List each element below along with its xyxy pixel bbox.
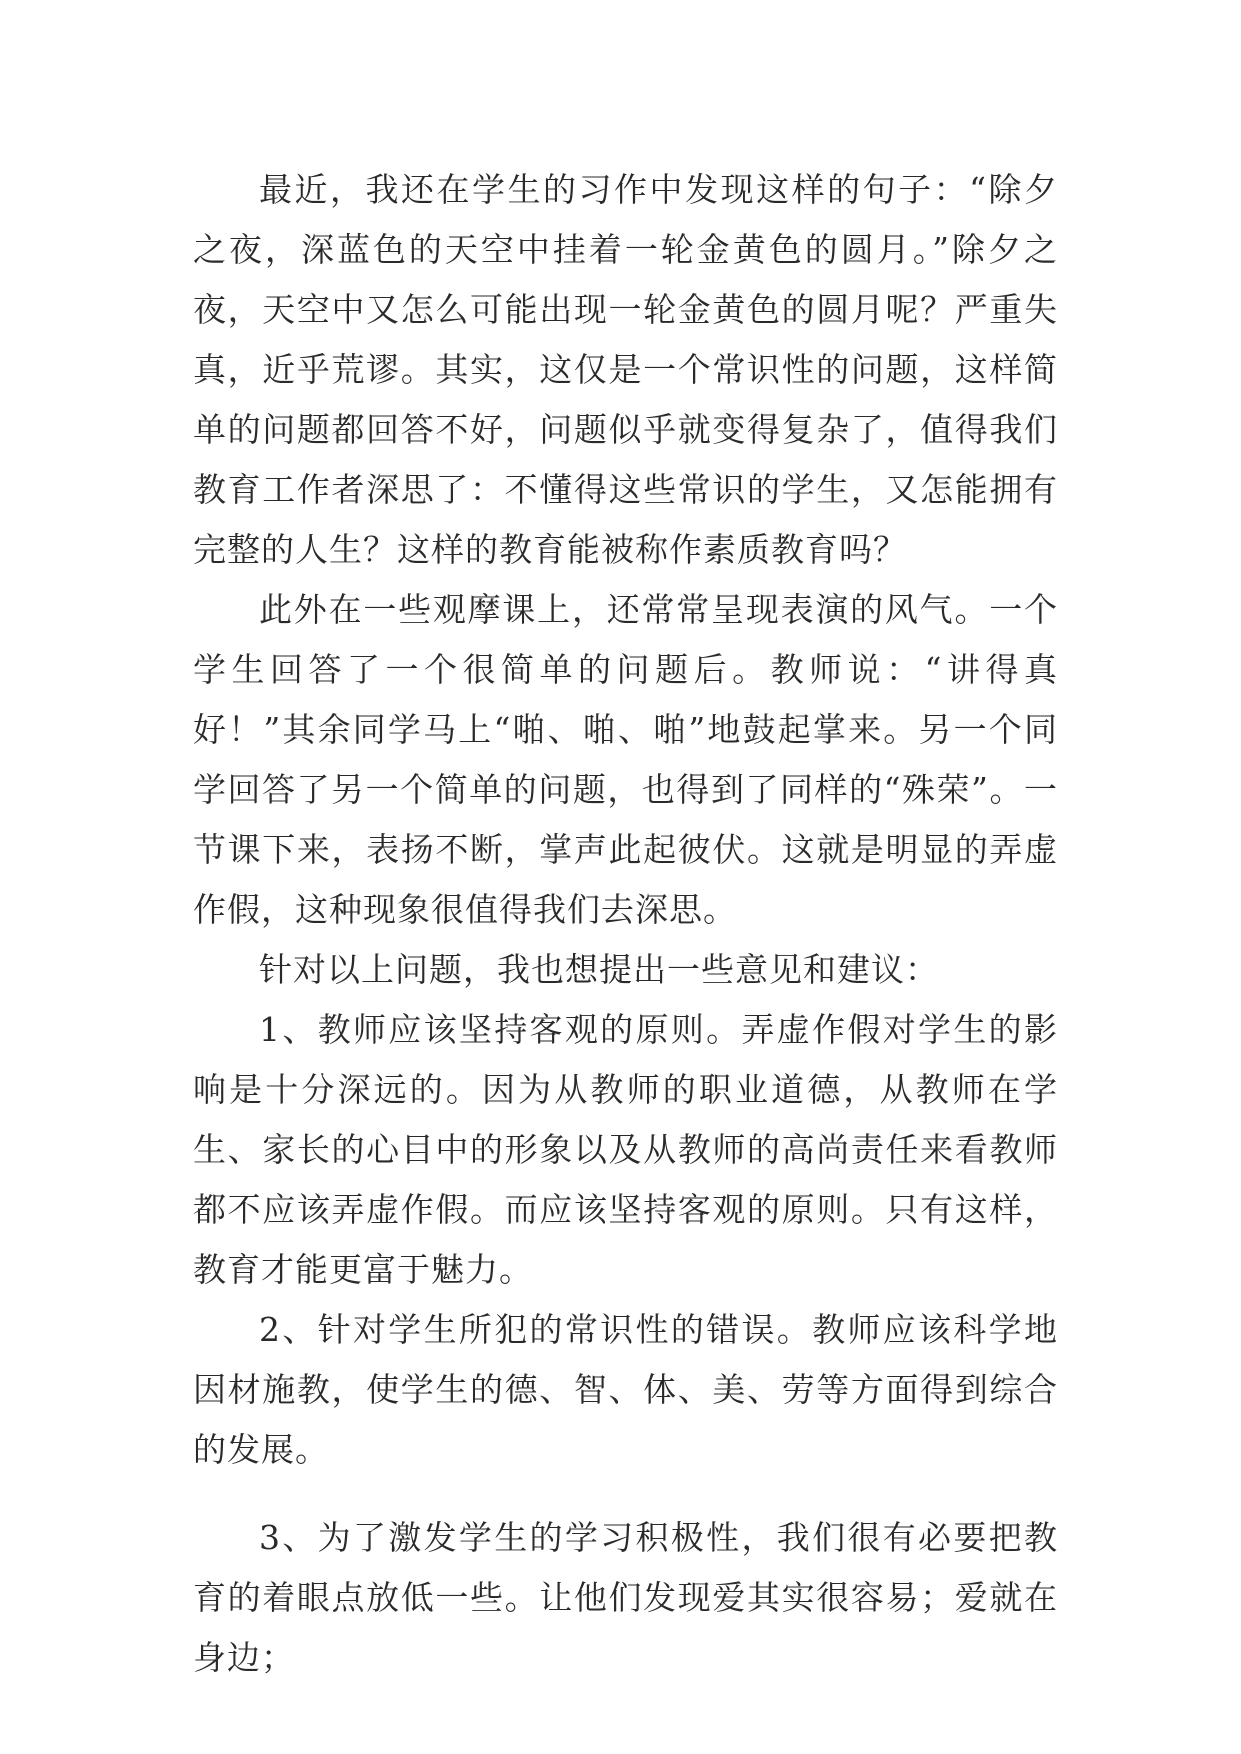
paragraph-suggestion-3: 3、为了激发学生的学习积极性，我们很有必要把教育的着眼点放低一些。让他们发现爱其实很容易；爱就在身边； [193, 1518, 1058, 1677]
paragraph-suggestion-2: 2、针对学生所犯的常识性的错误。教师应该科学地因材施教，使学生的德、智、体、美、劳等方面得到综合的发展。 [193, 1310, 1058, 1469]
paragraph-suggestions-intro: 针对以上问题，我也想提出一些意见和建议： [259, 950, 939, 989]
paragraph-common-sense: 最近，我还在学生的习作中发现这样的句子：“除夕之夜，深蓝色的天空中挂着一轮金黄色的圆月。”除夕之夜，天空中又怎么可能出现一轮金黄色的圆月呢？严重失真，近乎荒谬。其实，这仅是一个常识性的问题，这样简单的问题都回答不好，问题似乎就变得复杂了，值得我们教育工作者深思了：不懂得这些常识的学生，又怎能拥有完整的人生？这样的教育能被称作素质教育吗？ [193, 170, 1058, 569]
paragraph-observation-class: 此外在一些观摩课上，还常常呈现表演的风气。一个学生回答了一个很简单的问题后。教师说：“讲得真好！”其余同学马上“啪、啪、啪”地鼓起掌来。另一个同学回答了另一个简单的问题，也得到了同样的“殊荣”。一节课下来，表扬不断，掌声此起彼伏。这就是明显的弄虚作假，这种现象很值得我们去深思。 [193, 590, 1058, 929]
paragraph-suggestion-1: 1、教师应该坚持客观的原则。弄虚作假对学生的影响是十分深远的。因为从教师的职业道德，从教师在学生、家长的心目中的形象以及从教师的高尚责任来看教师都不应该弄虚作假。而应该坚持客观的原则。只有这样，教育才能更富于魅力。 [193, 1010, 1058, 1289]
document-body [193, 160, 1058, 1688]
